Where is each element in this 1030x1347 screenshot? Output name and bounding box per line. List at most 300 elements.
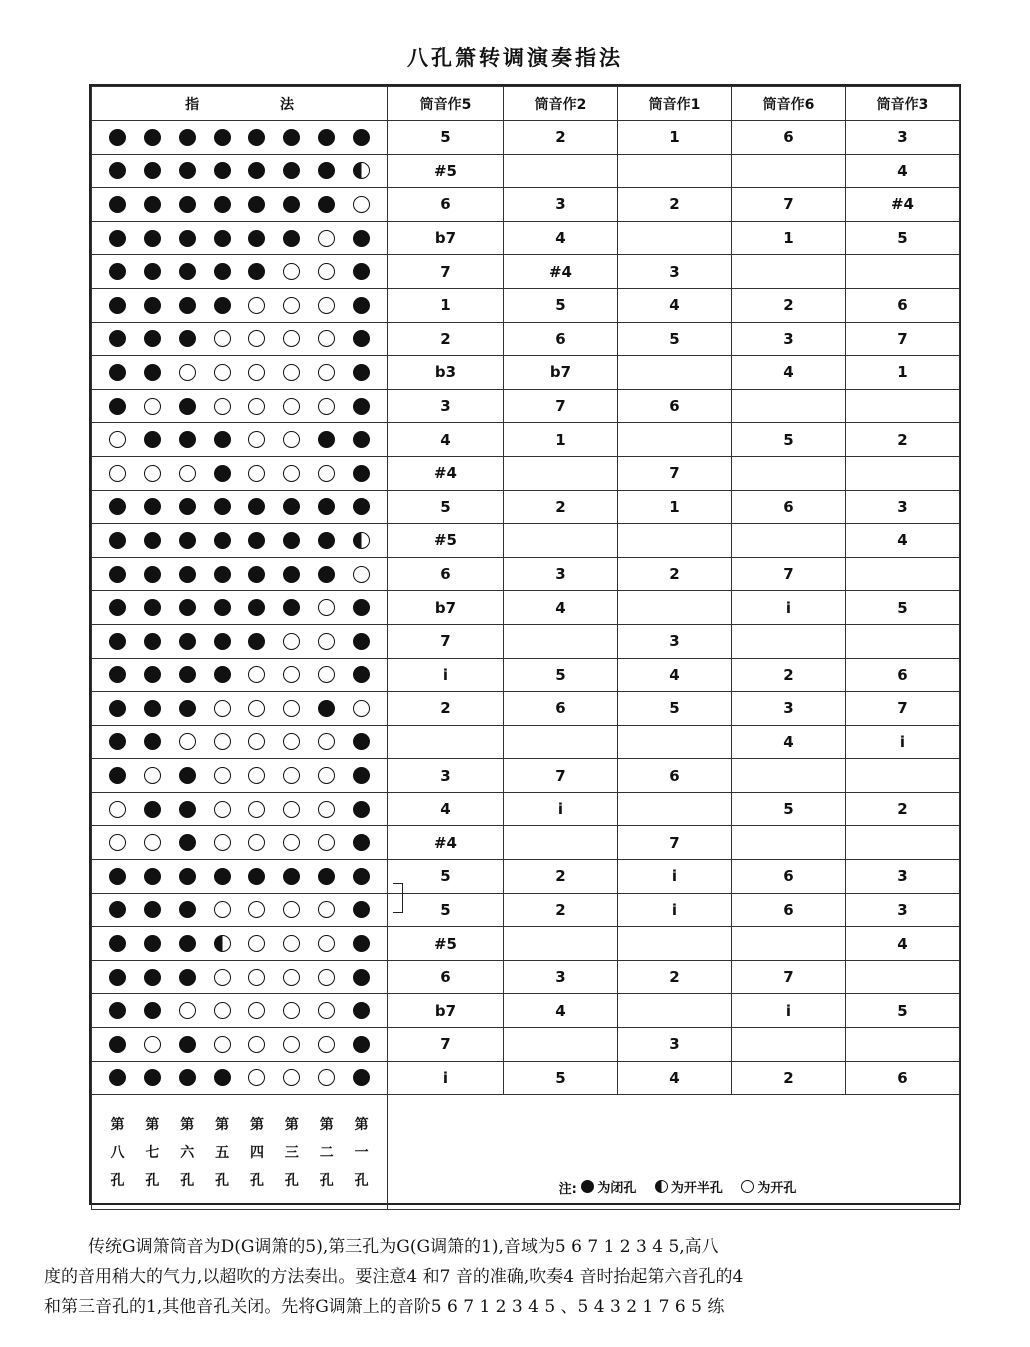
hole-pattern: [92, 1036, 387, 1053]
open-hole-icon: [144, 1036, 161, 1053]
closed-hole-icon: [214, 230, 231, 247]
note-cell: [846, 557, 960, 591]
closed-hole-icon: [109, 364, 126, 381]
closed-hole-icon: [179, 330, 196, 347]
hole-pattern: [92, 599, 387, 616]
hole-label-char: 孔: [110, 1173, 125, 1190]
note-cell: 7: [846, 692, 960, 726]
open-hole-icon: [318, 767, 335, 784]
note-cell: 7: [618, 456, 732, 490]
closed-hole-icon: [214, 532, 231, 549]
hole-label-char: 一: [354, 1145, 369, 1162]
open-hole-icon: [248, 1069, 265, 1086]
footer-row: [92, 1095, 960, 1210]
hole-pattern: [92, 868, 387, 885]
closed-hole-icon: [144, 969, 161, 986]
note-cell: i: [388, 658, 504, 692]
closed-hole-icon: [214, 297, 231, 314]
closed-hole-icon: [144, 935, 161, 952]
note-cell: i: [504, 792, 618, 826]
fingering-cell: [92, 557, 388, 591]
note-cell: 5: [504, 1061, 618, 1095]
note-cell: [618, 994, 732, 1028]
open-hole-icon: [318, 633, 335, 650]
fingering-cell: [92, 692, 388, 726]
open-hole-icon: [248, 666, 265, 683]
closed-hole-icon: [248, 599, 265, 616]
note-cell: [618, 524, 732, 558]
open-hole-icon: [214, 834, 231, 851]
closed-hole-icon: [353, 230, 370, 247]
open-hole-icon: [283, 398, 300, 415]
table-row: [92, 927, 960, 961]
closed-hole-icon: [179, 398, 196, 415]
open-hole-icon: [248, 801, 265, 818]
note-cell: 7: [732, 188, 846, 222]
hole-label-char: 第: [319, 1117, 334, 1134]
open-hole-icon: [318, 834, 335, 851]
closed-hole-icon: [353, 498, 370, 515]
note-cell: 6: [504, 322, 618, 356]
closed-hole-icon: [179, 801, 196, 818]
closed-hole-icon: [144, 1069, 161, 1086]
closed-hole-icon: [144, 297, 161, 314]
hole-label-char: 六: [180, 1145, 195, 1162]
hole-label: [215, 1114, 229, 1190]
closed-hole-icon: [318, 498, 335, 515]
note-cell: 5: [388, 893, 504, 927]
note-cell: 3: [846, 893, 960, 927]
open-hole-icon: [109, 834, 126, 851]
closed-hole-icon: [353, 935, 370, 952]
closed-hole-icon: [179, 230, 196, 247]
closed-hole-icon: [144, 498, 161, 515]
open-hole-icon: [144, 834, 161, 851]
note-cell: [618, 792, 732, 826]
note-cell: 2: [618, 557, 732, 591]
note-cell: [504, 456, 618, 490]
fingering-cell: [92, 490, 388, 524]
note-cell: 2: [732, 288, 846, 322]
note-cell: [618, 154, 732, 188]
open-hole-icon: [283, 666, 300, 683]
note-cell: 3: [504, 188, 618, 222]
closed-hole-icon: [318, 196, 335, 213]
note-cell: [618, 725, 732, 759]
note-cell: 6: [846, 658, 960, 692]
closed-hole-icon: [109, 230, 126, 247]
note-cell: 2: [504, 893, 618, 927]
table-row: [92, 288, 960, 322]
fingering-cell: [92, 121, 388, 155]
hole-pattern: [92, 1002, 387, 1019]
open-hole-icon: [283, 364, 300, 381]
closed-hole-icon: [179, 935, 196, 952]
closed-hole-icon: [179, 1036, 196, 1053]
open-hole-icon: [214, 801, 231, 818]
table-row: [92, 893, 960, 927]
closed-hole-icon: [109, 498, 126, 515]
note-cell: b7: [504, 356, 618, 390]
closed-hole-icon: [109, 1036, 126, 1053]
note-cell: 2: [618, 188, 732, 222]
note-cell: 2: [504, 490, 618, 524]
note-cell: 6: [388, 960, 504, 994]
closed-hole-icon: [353, 733, 370, 750]
closed-hole-icon: [353, 666, 370, 683]
open-hole-icon: [179, 1002, 196, 1019]
closed-hole-icon: [248, 162, 265, 179]
closed-hole-icon: [179, 599, 196, 616]
note-cell: 4: [846, 524, 960, 558]
note-cell: 1: [504, 423, 618, 457]
open-hole-icon: [214, 1002, 231, 1019]
note-cell: [732, 624, 846, 658]
open-hole-icon: [214, 733, 231, 750]
closed-hole-icon: [144, 364, 161, 381]
hole-pattern: [92, 196, 387, 213]
open-hole-icon: [318, 599, 335, 616]
fingering-cell: [92, 524, 388, 558]
open-hole-icon: [283, 297, 300, 314]
closed-hole-icon: [318, 532, 335, 549]
note-cell: 7: [618, 826, 732, 860]
closed-hole-icon: [248, 129, 265, 146]
open-hole-icon: [144, 465, 161, 482]
note-cell: 2: [846, 423, 960, 457]
half-hole-icon: [353, 162, 370, 179]
open-hole-icon: [318, 969, 335, 986]
fingering-header: [92, 87, 388, 121]
table-body: [92, 121, 960, 1095]
open-hole-icon: [283, 767, 300, 784]
note-cell: [732, 389, 846, 423]
note-cell: [504, 624, 618, 658]
closed-hole-icon: [283, 162, 300, 179]
hole-label-char: 七: [145, 1145, 160, 1162]
note-cell: 4: [504, 994, 618, 1028]
note-cell: 3: [618, 1028, 732, 1062]
note-cell: 5: [732, 423, 846, 457]
note-cell: 6: [846, 288, 960, 322]
open-hole-icon: [179, 733, 196, 750]
note-cell: [504, 927, 618, 961]
open-hole-icon: [109, 801, 126, 818]
note-cell: [504, 826, 618, 860]
open-hole-icon: [283, 1002, 300, 1019]
note-cell: i: [388, 1061, 504, 1095]
note-cell: b7: [388, 221, 504, 255]
closed-hole-icon: [109, 633, 126, 650]
closed-hole-icon: [109, 263, 126, 280]
note-cell: 6: [732, 121, 846, 155]
closed-hole-icon: [144, 700, 161, 717]
table-row: [92, 423, 960, 457]
closed-hole-icon: [353, 801, 370, 818]
note-cell: #5: [388, 524, 504, 558]
closed-hole-icon: [109, 1002, 126, 1019]
table-row: [92, 322, 960, 356]
closed-hole-icon: [144, 330, 161, 347]
closed-hole-icon: [214, 431, 231, 448]
open-hole-icon: [283, 935, 300, 952]
closed-hole-icon: [144, 196, 161, 213]
note-cell: 4: [846, 154, 960, 188]
closed-hole-icon: [353, 1036, 370, 1053]
closed-hole-icon: [353, 767, 370, 784]
header-row: [92, 87, 960, 121]
note-cell: 7: [846, 322, 960, 356]
note-cell: [618, 591, 732, 625]
hole-pattern: [92, 230, 387, 247]
open-hole-icon: [248, 364, 265, 381]
legend-prefix: 注:: [558, 1182, 577, 1198]
note-cell: 2: [504, 860, 618, 894]
closed-hole-icon: [179, 700, 196, 717]
fingering-header-char-1: 指: [185, 96, 200, 113]
note-cell: 2: [732, 658, 846, 692]
closed-hole-icon: [109, 868, 126, 885]
fingering-cell: [92, 456, 388, 490]
note-cell: [504, 524, 618, 558]
closed-hole-icon: [353, 465, 370, 482]
open-hole-icon: [248, 431, 265, 448]
table-row: [92, 221, 960, 255]
open-hole-icon: [353, 566, 370, 583]
hole-pattern: [92, 700, 387, 717]
note-cell: 7: [732, 557, 846, 591]
hole-label-char: 第: [215, 1117, 230, 1134]
hole-pattern: [92, 901, 387, 918]
note-cell: [732, 456, 846, 490]
fingering-cell: [92, 658, 388, 692]
open-hole-icon: [248, 1036, 265, 1053]
closed-hole-icon: [283, 196, 300, 213]
open-hole-icon: [283, 834, 300, 851]
note-cell: [846, 456, 960, 490]
hole-label: [110, 1114, 124, 1190]
note-cell: b7: [388, 994, 504, 1028]
open-hole-icon: [214, 364, 231, 381]
note-cell: #4: [504, 255, 618, 289]
closed-hole-icon: [581, 1180, 594, 1193]
note-cell: [504, 725, 618, 759]
fingering-cell: [92, 725, 388, 759]
hole-pattern: [92, 330, 387, 347]
hole-label-char: 孔: [145, 1173, 160, 1190]
hole-pattern: [92, 162, 387, 179]
closed-hole-icon: [109, 1069, 126, 1086]
closed-hole-icon: [179, 196, 196, 213]
note-cell: 2: [388, 322, 504, 356]
note-cell: 1: [846, 356, 960, 390]
open-hole-icon: [318, 465, 335, 482]
hole-label: [145, 1114, 159, 1190]
closed-hole-icon: [109, 196, 126, 213]
open-hole-icon: [109, 431, 126, 448]
fingering-cell: [92, 255, 388, 289]
closed-hole-icon: [353, 330, 370, 347]
page-title: 八孔箫转调演奏指法: [407, 45, 623, 70]
closed-hole-icon: [353, 1002, 370, 1019]
table-row: [92, 255, 960, 289]
closed-hole-icon: [283, 230, 300, 247]
closed-hole-icon: [318, 431, 335, 448]
note-cell: 5: [618, 322, 732, 356]
hole-pattern: [92, 129, 387, 146]
open-hole-icon: [318, 364, 335, 381]
hole-label-char: 五: [215, 1145, 230, 1162]
fingering-cell: [92, 1061, 388, 1095]
closed-hole-icon: [179, 498, 196, 515]
hole-label-char: 孔: [249, 1173, 264, 1190]
legend: [388, 1095, 960, 1210]
note-cell: 6: [732, 893, 846, 927]
open-hole-icon: [318, 1036, 335, 1053]
closed-hole-icon: [144, 1002, 161, 1019]
open-hole-icon: [248, 733, 265, 750]
note-cell: [732, 154, 846, 188]
hole-pattern: [92, 364, 387, 381]
note-cell: 4: [618, 1061, 732, 1095]
hole-label: [250, 1114, 264, 1190]
closed-hole-icon: [248, 868, 265, 885]
note-cell: 6: [618, 389, 732, 423]
note-cell: 2: [846, 792, 960, 826]
open-hole-icon: [248, 700, 265, 717]
note-cell: 6: [732, 860, 846, 894]
key-header-3: 筒音作1: [618, 87, 732, 121]
closed-hole-icon: [144, 532, 161, 549]
closed-hole-icon: [248, 263, 265, 280]
open-hole-icon: [283, 801, 300, 818]
note-cell: i: [732, 591, 846, 625]
closed-hole-icon: [353, 1069, 370, 1086]
open-hole-icon: [318, 801, 335, 818]
closed-hole-icon: [318, 868, 335, 885]
closed-hole-icon: [179, 834, 196, 851]
table-row: [92, 860, 960, 894]
open-hole-icon: [214, 398, 231, 415]
open-hole-icon: [318, 1069, 335, 1086]
open-hole-icon: [248, 398, 265, 415]
note-cell: i: [618, 860, 732, 894]
note-cell: 4: [388, 423, 504, 457]
key-header-4: 筒音作6: [732, 87, 846, 121]
table-row: [92, 826, 960, 860]
open-hole-icon: [214, 901, 231, 918]
note-cell: 1: [618, 121, 732, 155]
hole-label-char: 二: [319, 1145, 334, 1162]
open-hole-icon: [214, 1036, 231, 1053]
closed-hole-icon: [109, 297, 126, 314]
closed-hole-icon: [318, 129, 335, 146]
table-row: [92, 188, 960, 222]
closed-hole-icon: [214, 633, 231, 650]
closed-hole-icon: [179, 263, 196, 280]
note-cell: 6: [388, 557, 504, 591]
closed-hole-icon: [214, 196, 231, 213]
closed-hole-icon: [144, 599, 161, 616]
note-cell: 3: [732, 322, 846, 356]
note-cell: 5: [618, 692, 732, 726]
open-hole-icon: [283, 1036, 300, 1053]
half-hole-icon: [655, 1180, 668, 1193]
note-cell: 5: [504, 658, 618, 692]
open-hole-icon: [318, 263, 335, 280]
hole-label-char: 第: [145, 1117, 160, 1134]
closed-hole-icon: [144, 633, 161, 650]
hole-pattern: [92, 834, 387, 851]
closed-hole-icon: [214, 1069, 231, 1086]
closed-hole-icon: [144, 868, 161, 885]
closed-hole-icon: [144, 162, 161, 179]
table-row: [92, 524, 960, 558]
hole-label: [320, 1114, 334, 1190]
note-cell: b3: [388, 356, 504, 390]
open-hole-icon: [248, 901, 265, 918]
open-hole-icon: [318, 935, 335, 952]
open-hole-icon: [214, 700, 231, 717]
table-row: [92, 154, 960, 188]
fingering-cell: [92, 624, 388, 658]
closed-hole-icon: [109, 599, 126, 616]
closed-hole-icon: [179, 1069, 196, 1086]
hole-label-char: 三: [284, 1145, 299, 1162]
fingering-cell: [92, 860, 388, 894]
closed-hole-icon: [248, 566, 265, 583]
table-row: [92, 725, 960, 759]
hole-label: [285, 1114, 299, 1190]
closed-hole-icon: [214, 868, 231, 885]
note-cell: 2: [732, 1061, 846, 1095]
body-paragraph: [44, 1232, 1004, 1322]
hole-label-char: 第: [249, 1117, 264, 1134]
note-cell: 4: [732, 725, 846, 759]
closed-hole-icon: [144, 666, 161, 683]
note-cell: [846, 826, 960, 860]
table-row: [92, 356, 960, 390]
note-cell: 5: [388, 860, 504, 894]
fingering-cell: [92, 591, 388, 625]
note-cell: 5: [388, 490, 504, 524]
hole-pattern: [92, 532, 387, 549]
table-row: [92, 624, 960, 658]
half-hole-icon: [214, 935, 231, 952]
note-cell: 5: [504, 288, 618, 322]
note-cell: 7: [388, 1028, 504, 1062]
note-cell: 4: [732, 356, 846, 390]
open-hole-icon: [144, 767, 161, 784]
closed-hole-icon: [179, 633, 196, 650]
note-cell: [732, 255, 846, 289]
closed-hole-icon: [353, 834, 370, 851]
closed-hole-icon: [283, 599, 300, 616]
open-hole-icon: [283, 431, 300, 448]
closed-hole-icon: [109, 767, 126, 784]
open-hole-icon: [318, 1002, 335, 1019]
note-cell: 7: [504, 389, 618, 423]
note-cell: #5: [388, 154, 504, 188]
hole-pattern: [92, 666, 387, 683]
hole-label-char: 第: [180, 1117, 195, 1134]
fingering-cell: [92, 994, 388, 1028]
note-cell: 4: [618, 288, 732, 322]
note-cell: 5: [732, 792, 846, 826]
closed-hole-icon: [353, 969, 370, 986]
fingering-cell: [92, 960, 388, 994]
hole-label-char: 四: [249, 1145, 264, 1162]
